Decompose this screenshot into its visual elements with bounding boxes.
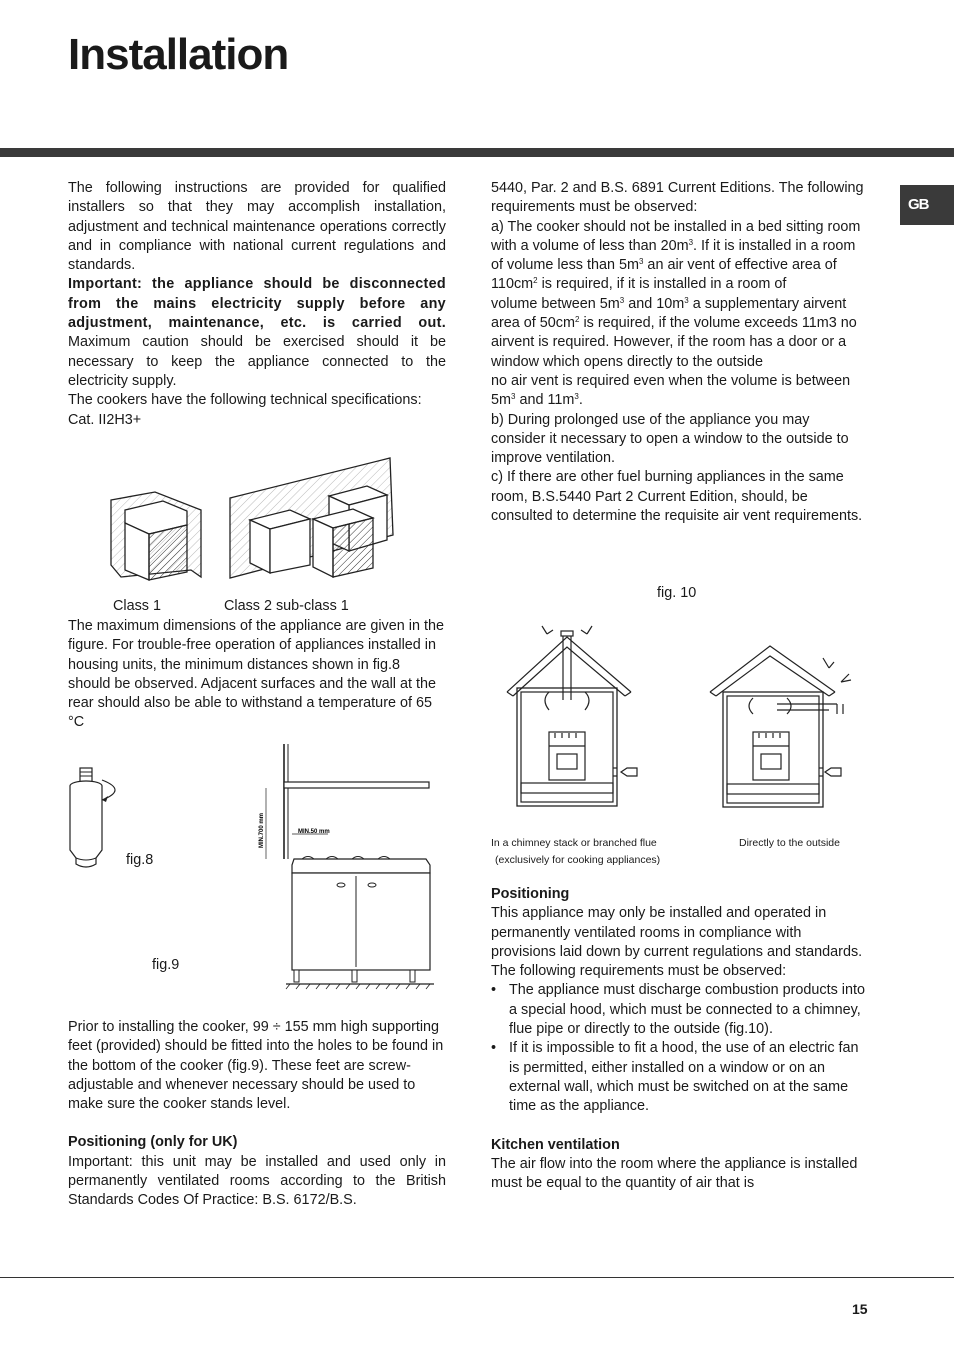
house-direct: [710, 646, 851, 807]
kitchen-ventilation-heading: Kitchen ventilation: [491, 1136, 620, 1153]
bullet-marker: •: [491, 1040, 497, 1057]
bullet-item: [491, 1039, 867, 1116]
dimensions-paragraph: The maximum dimensions of the appliance are given in the figure. For trouble-free operation of appliances installed in housing units, the minimum distances shown in fig.8 should be observed. Adjacent surfaces and the wall at the rear should also be able to withstand a temperature of 65 °C: [68, 618, 444, 731]
requirement-a: a) The cooker should not be installed in a bed sitting room with a volume of less than $20m^3$. If it is installed in a room of volume less than $5m^3$ an air vent of effective area of $110cm^2$ is required, if it is installed in a room of: [491, 218, 861, 293]
dim-50-label: MIN.50 mm: [298, 829, 330, 835]
requirement-b: b) During prolonged use of the appliance you may consider it necessary to open a window to the outside to improve ventilation.: [491, 411, 849, 467]
right-column-top: [491, 179, 867, 526]
bs-paragraph: 5440, Par. 2 and B.S. 6891 Current Editions. The following requirements must be observed:: [491, 180, 864, 216]
fig9-label: fig.9: [152, 957, 180, 973]
class1-figure: [111, 492, 201, 580]
class2-figure: [230, 458, 393, 578]
page-number: 15: [852, 1301, 868, 1317]
positioning-heading: Positioning: [491, 886, 570, 902]
fig9-cooker-drawing: [256, 744, 441, 994]
fig10-label: fig. 10: [657, 585, 697, 601]
bullet-text: The appliance must discharge combustion products into a special hood, which must be connected to a chimney, flue pipe or directly to the outside (fig.10).: [509, 982, 865, 1038]
fig8-label: fig.8: [126, 852, 154, 868]
left-column-intro: [68, 179, 446, 430]
positioning-paragraph: This appliance may only be installed and operated in permanently ventilated rooms in compliance with provisions laid down by current regulations and standards. The following requirements must be observed:: [491, 905, 863, 980]
header-rule: [0, 148, 954, 157]
bullet-marker: •: [491, 982, 497, 999]
warning-bold: Important: the appliance should be disconnected from the mains electricity supply before any adjustment, maintenance, etc. is carried out.: [68, 276, 446, 332]
requirement-a-volume: volume between $5m^3$ and $10m^3$ a supplementary airvent area of $50cm^2$ is required, if the volume exceeds 11m3 no airvent is required. However, if the room has a door or a window which opens directly to the outside: [491, 295, 857, 370]
class1-label: Class 1: [113, 598, 161, 614]
requirement-c: c) If there are other fuel burning appliances in the same room, B.S.5440 Part 2 Current Edition, should, be consulted to determine the requisite air vent requirements.: [491, 469, 863, 525]
fig10-ventilation-drawing: [505, 620, 880, 815]
caption-outside: Directly to the outside: [739, 837, 840, 849]
intro-paragraph: The following instructions are provided for qualified installers so that they may accomplish installation, adjustment and technical maintenance operations correctly and in compliance with national current regulations and standards.: [68, 180, 446, 274]
dim-700-label: MIN.700 mm: [259, 812, 265, 848]
fig8-foot-drawing: [66, 764, 128, 874]
warning-rest: Maximum caution should be exercised should it be necessary to keep the appliance connected to the electricity supply.: [68, 334, 446, 389]
feet-paragraph: Prior to installing the cooker, 99 ÷ 155 mm high supporting feet (provided) should be fitted into the holes to be found in the bottom of the cooker (fig.9). These feet are screw-adjustable and whenever necessary should be used to make sure the cooker stands level.: [68, 1019, 444, 1113]
warning-paragraph: [68, 275, 446, 391]
caption-chimney: In a chimney stack or branched flue: [491, 837, 657, 849]
specs-paragraph: The cookers have the following technical specifications:: [68, 392, 422, 409]
house-chimney: [507, 626, 637, 806]
left-column-dimensions: [68, 617, 446, 733]
class2-label: Class 2 sub-class 1: [224, 598, 349, 614]
caption-chimney-note: (exclusively for cooking appliances): [495, 854, 661, 866]
category-text: Cat. II2H3+: [68, 411, 142, 428]
kitchen-ventilation-paragraph: The air flow into the room where the appliance is installed must be equal to the quantity of air that is: [491, 1155, 858, 1192]
bullet-item: [491, 981, 867, 1039]
positioning-uk-paragraph: Important: this unit may be installed and used only in permanently ventilated rooms according to the British Standards Codes Of Practice: B.S. 6172/B.S.: [68, 1153, 446, 1209]
page-title: Installation: [68, 30, 289, 79]
bullet-text: If it is impossible to fit a hood, the use of an electric fan is permitted, either installed on a window or on an external wall, which must be switched on at the same time as the appliance.: [509, 1040, 859, 1115]
class-diagram: [105, 455, 405, 585]
right-column-bottom: [491, 885, 867, 1193]
left-column-bottom: [68, 1018, 446, 1211]
language-tab: GB: [900, 185, 954, 225]
positioning-uk-heading: Positioning (only for UK): [68, 1134, 238, 1151]
requirement-a-no-vent: no air vent is required even when the volume is between $5m^3$ and $11m^3$.: [491, 372, 851, 409]
footer-rule: [0, 1277, 954, 1278]
